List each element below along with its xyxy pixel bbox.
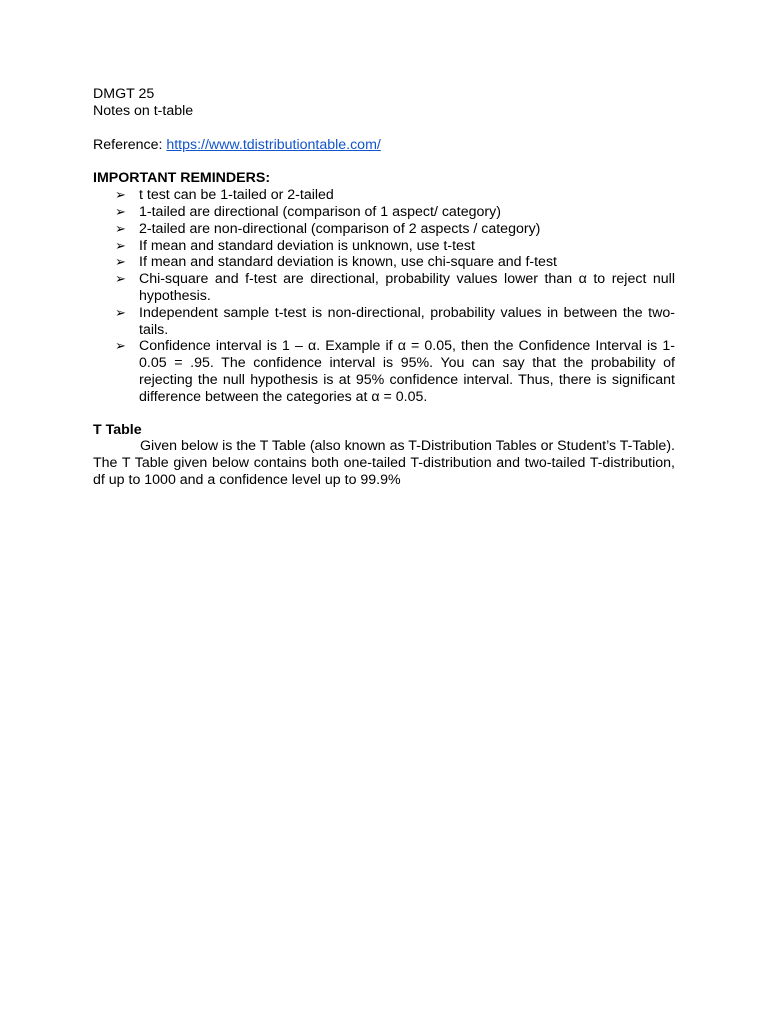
reminders-heading: IMPORTANT REMINDERS: [93,170,271,187]
list-item-text: 2-tailed are non-directional (comparison of 2 aspects / category) [139,220,541,237]
list-item-text: If mean and standard deviation is unknown, use t-test [139,237,475,254]
document-page [93,86,675,489]
list-item [93,254,675,271]
list-item-text: Independent sample t-test is non-directional, probability values in between the two-tails. [139,304,675,338]
document-subtitle: Notes on t-table [93,102,194,119]
list-item [93,338,675,405]
arrow-bullet-icon: ➢ [115,271,126,287]
arrow-bullet-icon: ➢ [115,304,126,320]
list-item-text: If mean and standard deviation is known, use chi-square and f-test [139,254,557,271]
list-item-text: t test can be 1-tailed or 2-tailed [139,187,334,204]
spacer [93,120,675,137]
list-item-text: Chi-square and f-test are directional, probability values lower than α to reject null hypothesis. [139,271,675,304]
arrow-bullet-icon: ➢ [115,254,126,270]
list-item [93,305,675,339]
reminders-list [93,187,675,405]
list-item [93,221,675,238]
arrow-bullet-icon: ➢ [115,203,126,219]
list-item [93,238,675,255]
arrow-bullet-icon: ➢ [115,187,126,203]
spacer [93,153,675,170]
course-code: DMGT 25 [93,86,155,102]
ttable-heading: T Table [93,421,142,438]
arrow-bullet-icon: ➢ [115,237,126,253]
list-item [93,187,675,204]
spacer [93,406,675,422]
list-item-text: Confidence interval is 1 – α. Example if α = 0.05, then the Confidence Interval is 1-0.05 = .95. The confidence interval is 95%. You can say that the probability of rejecting the null hypothesis is at 95% confidence interval. Thus, there is significant difference between the categories at α = 0.05. [139,338,675,405]
list-item [93,271,675,305]
list-item-text: 1-tailed are directional (comparison of 1 aspect/ category) [139,203,501,220]
reference-link[interactable]: https://www.tdistributiontable.com/ [166,136,381,153]
list-item [93,204,675,221]
reference-line [93,137,675,154]
arrow-bullet-icon: ➢ [115,338,126,354]
arrow-bullet-icon: ➢ [115,220,126,236]
ttable-paragraph: Given below is the T Table (also known as T-Distribution Tables or Student’s T-Table). The T Table given below contains both one-tailed T-distribution and two-tailed T-distribution, df up to 1000 and a confidence level up to 99.9% [93,438,675,488]
reference-label: Reference: [93,136,167,153]
